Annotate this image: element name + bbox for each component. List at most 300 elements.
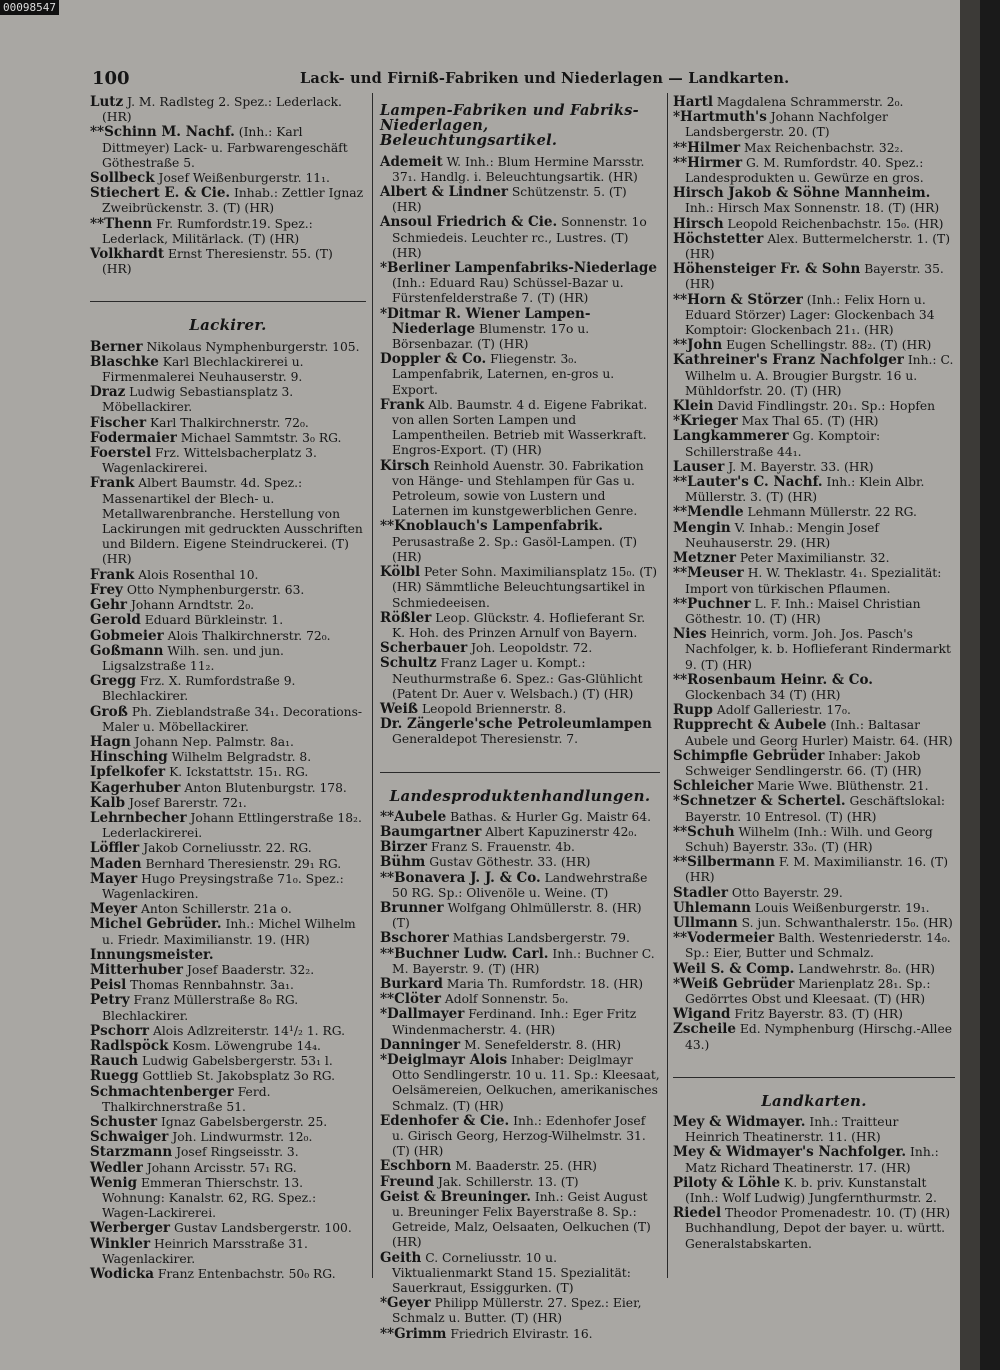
entry-name: Berner — [90, 338, 143, 355]
directory-entry — [380, 352, 660, 398]
entry-text: Bayerstr. 35. (HR) — [685, 262, 944, 292]
entry-text: Karl Thalkirchnerstr. 72₀. — [146, 415, 309, 430]
directory-entry — [90, 1267, 366, 1282]
entry-text: Franz Entenbachstr. 50₀ RG. — [153, 1267, 336, 1282]
directory-entry — [380, 398, 660, 459]
archive-number: 00098547 — [0, 0, 59, 15]
entry-name: Rupp — [673, 702, 713, 719]
directory-entry — [673, 1115, 955, 1145]
entry-name: Frank — [90, 475, 135, 492]
entry-text: Ferdinand. Inh.: Eger Fritz Windenmacherstr. 4. (HR) — [392, 1007, 637, 1037]
entry-text: Anton Schillerstr. 21a o. — [137, 902, 292, 917]
entry-text: Heinrich Marsstraße 31. Wagenlackirer. — [102, 1236, 308, 1266]
directory-entry — [380, 565, 660, 611]
directory-entry — [673, 1022, 955, 1052]
directory-entry — [90, 583, 366, 598]
lack-entries — [90, 95, 366, 277]
entry-text: Fliegenstr. 3₀. Lampenfabrik, Laternen, en-gros u. Export. — [392, 352, 615, 397]
directory-entry — [673, 429, 955, 459]
entry-text: Geschäftslokal: Bayerstr. 10 Entresol. (T) (HR) — [685, 794, 946, 824]
directory-entry — [380, 185, 660, 215]
entry-name: Hartl — [673, 94, 713, 110]
entry-text: Fritz Bayerstr. 83. (T) (HR) — [730, 1007, 903, 1022]
directory-entry — [380, 1038, 660, 1053]
directory-entry — [673, 110, 955, 140]
directory-entry — [380, 261, 660, 307]
entry-name: Blaschke — [90, 353, 159, 370]
directory-entry — [380, 1251, 660, 1297]
entry-name: Zscheile — [673, 1021, 736, 1038]
entry-text: (Inh.: Karl Dittmeyer) Lack- u. Farbwarengeschäft Göthestraße 5. — [102, 125, 348, 170]
directory-entry — [673, 566, 955, 596]
entry-name: Rauch — [90, 1053, 139, 1070]
directory-entry — [90, 978, 366, 993]
entry-text: Franz S. Frauenstr. 4b. — [427, 840, 575, 855]
directory-entry — [90, 446, 366, 476]
directory-entry — [90, 416, 366, 431]
entry-text: Franz Müllerstraße 8₀ RG. Blechlackirer. — [102, 993, 299, 1023]
entry-text: Johann Arcisstr. 57₁ RG. — [142, 1160, 297, 1175]
entry-name: Scherbauer — [380, 640, 468, 657]
entry-text: Inh.: Michel Wilhelm u. Friedr. Maximilianstr. 19. (HR) — [102, 917, 356, 947]
entry-name: Stadler — [673, 884, 729, 901]
directory-entry — [90, 674, 366, 704]
entry-text: Max Thal 65. (T) (HR) — [737, 414, 879, 429]
entry-name: Riedel — [673, 1205, 722, 1222]
entry-name: Foerstel — [90, 445, 152, 462]
directory-entry — [380, 1327, 660, 1342]
directory-entry — [673, 338, 955, 353]
directory-entry — [90, 750, 366, 765]
lampen-entries — [380, 155, 660, 748]
directory-entry — [380, 519, 660, 565]
directory-entry — [380, 931, 660, 946]
directory-entry — [673, 962, 955, 977]
directory-entry — [380, 871, 660, 901]
entry-text: Peter Maximilianstr. 32. — [735, 551, 890, 566]
directory-entry — [380, 1114, 660, 1160]
entry-text: Frz. Wittelsbacherplatz 3. Wagenlackirerei. — [102, 446, 317, 476]
entry-text: Kosm. Löwengrube 14₄. — [168, 1038, 321, 1053]
entry-name: Frey — [90, 581, 123, 598]
entry-name: Schwaiger — [90, 1129, 169, 1146]
entry-name: Frank — [380, 396, 425, 413]
entry-text: Inh.: Buchner C. M. Bayerstr. 9. (T) (HR) — [392, 946, 655, 976]
entry-text: Inhaber: Jakob Schweiger Sendlingerstr. 66. (T) (HR) — [685, 748, 922, 778]
entry-name: **Meuser — [673, 565, 744, 582]
entry-name: **Clöter — [380, 991, 441, 1008]
entry-name: Meyer — [90, 901, 138, 918]
entry-text: Albert Kapuzinerstr 42₀. — [481, 824, 638, 839]
column-divider — [667, 93, 668, 1278]
entry-text: (Inh.: Eduard Rau) Schüssel-Bazar u. Fürstenfelderstraße 7. (T) (HR) — [392, 276, 624, 306]
directory-entry — [380, 947, 660, 977]
entry-text: Ludwig Gabelsbergerstr. 53₁ l. — [138, 1054, 333, 1069]
entry-text: Inh.: Edenhofer Josef u. Girisch Georg, Herzog-Wilhelmstr. 31. (T) (HR) — [392, 1113, 646, 1159]
entry-name: Weiß — [380, 700, 419, 717]
entry-name: *Hartmuth's — [673, 109, 767, 126]
directory-entry — [90, 1085, 366, 1115]
entry-text: Magdalena Schrammerstr. 2₀. — [712, 95, 904, 109]
entry-name: **Schinn M. Nachf. — [90, 124, 235, 141]
entry-name: Pschorr — [90, 1022, 150, 1039]
entry-name: **Aubele — [380, 808, 447, 825]
entry-text: Wolfgang Ohlmüllerstr. 8. (HR) (T) — [392, 900, 642, 931]
entry-name: Hagn — [90, 733, 131, 750]
column-2 — [380, 95, 660, 1342]
directory-entry — [673, 886, 955, 901]
entry-name: **Mendle — [673, 504, 744, 521]
entry-name: Dr. Zängerle'sche Petroleumlampen — [380, 716, 652, 733]
entry-name: Kathreiner's Franz Nachfolger — [673, 352, 904, 369]
directory-entry — [380, 1053, 660, 1114]
entry-name: Wodicka — [90, 1266, 154, 1283]
entry-name: Mitterhuber — [90, 961, 184, 978]
entry-text: Landwehrstr. 8₀. (HR) — [794, 961, 935, 976]
section-title: Lackirer. — [189, 316, 267, 335]
entry-name: Wenig — [90, 1174, 138, 1191]
entry-text: Blumenstr. 17o u. Börsenbazar. (T) (HR) — [392, 321, 590, 352]
directory-entry — [380, 215, 660, 261]
entry-name: *Dallmayer — [380, 1006, 465, 1023]
entry-name: **Lauter's C. Nachf. — [673, 474, 823, 491]
entry-text: Friedrich Elvirastr. 16. — [446, 1326, 593, 1341]
entry-name: Wedler — [90, 1159, 143, 1176]
entry-name: Mengin — [673, 519, 731, 536]
entry-text: Anton Blutenburgstr. 178. — [180, 780, 347, 795]
entry-name: Frank — [90, 566, 135, 583]
entry-name: Burkard — [380, 975, 443, 992]
directory-entry — [90, 247, 366, 277]
entry-name: **Puchner — [673, 595, 751, 612]
entry-text: Gg. Komptoir: Schillerstraße 44₁. — [685, 429, 881, 459]
entry-text: Johann Arndtstr. 2₀. — [127, 598, 255, 613]
directory-entry — [90, 171, 366, 186]
entry-text: Wilhelm Belgradstr. 8. — [167, 750, 312, 765]
directory-entry — [380, 901, 660, 931]
entry-text: Landwehrstraße 50 RG. Sp.: Olivenöle u. Weine. (T) — [392, 870, 648, 900]
entry-name: **Silbermann — [673, 854, 775, 871]
entry-name: Petry — [90, 992, 130, 1009]
entry-name: Hinsching — [90, 749, 168, 766]
entry-name: Mey & Widmayer. — [673, 1114, 806, 1130]
directory-entry — [380, 656, 660, 702]
entry-text: Josef Barerstr. 72₁. — [125, 795, 247, 810]
directory-entry — [90, 613, 366, 628]
entry-name: Michel Gebrüder. — [90, 916, 222, 933]
directory-entry — [673, 977, 955, 1007]
entry-text: Ernst Theresienstr. 55. (T) (HR) — [102, 247, 333, 277]
entry-name: **Schuh — [673, 823, 735, 840]
directory-entry — [380, 1159, 660, 1174]
directory-entry — [90, 841, 366, 856]
entry-text: S. jun. Schwanthalerstr. 15₀. (HR) — [737, 915, 953, 930]
directory-entry — [90, 598, 366, 613]
directory-entry — [380, 810, 660, 825]
directory-entry — [673, 141, 955, 156]
entry-text: Hugo Preysingstraße 71₀. Spez.: Wagenlackiren. — [102, 871, 344, 901]
entry-name: Ullmann — [673, 914, 738, 931]
directory-entry — [380, 717, 660, 747]
section-title: Landkarten. — [761, 1091, 867, 1110]
entry-name: Bühm — [380, 854, 426, 871]
entry-name: Schuster — [90, 1114, 158, 1130]
column-3 — [673, 95, 955, 1252]
directory-entry — [673, 217, 955, 232]
entry-text: Joh. Leopoldstr. 72. — [467, 641, 593, 656]
entry-text: Inh.: Traitteur Heinrich Theatinerstr. 11. (HR) — [685, 1115, 899, 1145]
entry-text: Inhaber: Deiglmayr Otto Sendlingerstr. 10 u. 11. Sp.: Kleesaat, Oelsämereien, Oelkuchen, amerikanisches Schmalz. (T) (HR) — [392, 1052, 660, 1113]
entry-text: Marienplatz 28₁. Sp.: Gedörrtes Obst und Kleesaat. (T) (HR) — [685, 976, 931, 1006]
entry-text: Reinhold Auenstr. 30. Fabrikation von Hänge- und Stehlampen für Gas u. Petroleum, sowie von Lustern und Laternen im kunstgewerblichen Genre. — [392, 458, 644, 519]
entry-name: Schultz — [380, 655, 437, 672]
entry-name: Danninger — [380, 1036, 461, 1053]
entry-text: Adolf Sonnenstr. 5₀. — [440, 992, 569, 1007]
entry-text: Inh.: Klein Albr. Müllerstr. 3. (T) (HR) — [685, 475, 925, 505]
entry-name: *Krieger — [673, 413, 738, 430]
entry-name: Sollbeck — [90, 170, 155, 187]
directory-entry — [673, 399, 955, 414]
entry-text: Gustav Landsbergerstr. 100. — [170, 1221, 352, 1236]
directory-entry — [673, 794, 955, 824]
landesprodukten-entries — [380, 810, 660, 1342]
entry-name: Uhlemann — [673, 899, 751, 916]
directory-entry — [90, 125, 366, 171]
directory-entry — [90, 917, 366, 947]
entry-name: Brunner — [380, 899, 444, 916]
directory-entry — [673, 718, 955, 748]
entry-text: Wilh. sen. und jun. Ligsalzstraße 11₂. — [102, 643, 284, 673]
entry-name: *Weiß Gebrüder — [673, 975, 795, 992]
entry-name: **Hilmer — [673, 139, 741, 156]
entry-name: Edenhofer & Cie. — [380, 1112, 510, 1129]
entry-text: Leop. Glückstr. 4. Hoflieferant Sr. K. Hoh. des Prinzen Arnulf von Bayern. — [392, 610, 646, 640]
directory-entry — [673, 353, 955, 399]
directory-entry — [673, 1176, 955, 1206]
directory-entry — [380, 459, 660, 520]
entry-text: David Findlingstr. 20₁. Sp.: Hopfen — [713, 399, 936, 414]
entry-text: Lehmann Müllerstr. 22 RG. — [743, 505, 917, 520]
entry-text: J. M. Radlsteg 2. Spez.: Lederlack. (HR) — [102, 95, 342, 125]
entry-name: *Ditmar R. Wiener Lampen-Niederlage — [380, 305, 591, 337]
entry-name: Langkammerer — [673, 428, 789, 445]
entry-name: Höchstetter — [673, 230, 764, 247]
entry-name: Volkhardt — [90, 246, 165, 263]
entry-text: Heinrich, vorm. Joh. Jos. Pasch's Nachfolger, k. b. Hoflieferant Rindermarkt 9. (T) (HR) — [685, 627, 951, 672]
section-title: Landesproduktenhandlungen. — [389, 786, 651, 805]
entry-text: Leopold Reichenbachstr. 15₀. (HR) — [723, 216, 944, 231]
entry-text: Emmeran Thierschstr. 13. Wohnung: Kanalstr. 62, RG. Spez.: Wagen-Lackirerei. — [102, 1175, 317, 1221]
entry-text: Maria Th. Rumfordstr. 18. (HR) — [443, 976, 644, 991]
directory-entry — [90, 1054, 366, 1069]
entry-name: Kölbl — [380, 564, 421, 581]
directory-entry — [90, 217, 366, 247]
directory-entry — [673, 673, 955, 703]
entry-name: Bschorer — [380, 930, 449, 947]
entry-name: Piloty & Löhle — [673, 1174, 781, 1191]
entry-text: Johann Ettlingerstraße 18₂. Lederlackirerei. — [102, 810, 362, 841]
directory-entry — [380, 825, 660, 840]
entry-name: Gehr — [90, 597, 128, 614]
directory-entry — [673, 627, 955, 673]
directory-entry — [673, 414, 955, 429]
entry-text: Inh.: Matz Richard Theatinerstr. 17. (HR) — [685, 1145, 939, 1175]
entry-name: Wigand — [673, 1006, 731, 1023]
entry-text: Nikolaus Nymphenburgerstr. 105. — [142, 339, 360, 354]
entry-name: Klein — [673, 398, 714, 415]
directory-entry — [673, 475, 955, 505]
directory-entry — [380, 992, 660, 1007]
directory-entry — [380, 307, 660, 353]
entry-text: Schützenstr. 5. (T) (HR) — [392, 185, 627, 215]
entry-text: V. Inhab.: Mengin Josef Neuhauserstr. 29. (HR) — [685, 520, 879, 550]
entry-name: Geist & Breuninger. — [380, 1188, 531, 1205]
entry-name: Fischer — [90, 414, 147, 431]
entry-text: Marie Wwe. Blüthenstr. 21. — [753, 779, 929, 794]
entry-text: Leopold Briennerstr. 8. — [418, 701, 567, 716]
entry-name: Geith — [380, 1249, 422, 1266]
entry-text: Theodor Promenadestr. 10. (T) (HR) Buchhandlung, Depot der bayer. u. württ. Generalstabskarten. — [685, 1206, 951, 1251]
entry-name: Kagerhuber — [90, 779, 181, 796]
entry-name: Mey & Widmayer's Nachfolger. — [673, 1144, 907, 1161]
directory-entry — [90, 1039, 366, 1054]
directory-entry — [380, 1175, 660, 1190]
entry-text: Perusastraße 2. Sp.: Gasöl-Lampen. (T) (HR) — [392, 534, 637, 564]
entry-text: Frz. X. Rumfordstraße 9. Blechlackirer. — [102, 674, 296, 704]
entry-text: Alex. Buttermelcherstr. 1. (T) (HR) — [685, 231, 951, 262]
directory-entry — [90, 796, 366, 811]
entry-name: Werberger — [90, 1220, 171, 1237]
directory-entry — [90, 1221, 366, 1236]
directory-entry — [673, 232, 955, 262]
directory-entry — [380, 155, 660, 185]
entry-name: Metzner — [673, 550, 736, 567]
entry-text: Alois Rosenthal 10. — [134, 567, 259, 582]
directory-entry — [673, 703, 955, 718]
section-title: Lampen-Fabriken und Fabriks-Niederlagen, Beleuchtungsartikel. — [380, 102, 639, 150]
directory-entry — [380, 641, 660, 656]
entry-text: Inh.: Geist August u. Breuninger Felix Bayerstraße 8. Sp.: Getreide, Malz, Oelsaaten, Oelkuchen (T) (HR) — [392, 1189, 651, 1250]
entry-name: Weil S. & Comp. — [673, 960, 795, 977]
entry-text: Mathias Landsbergerstr. 79. — [448, 931, 630, 946]
directory-entry — [380, 840, 660, 855]
entry-name: Lehrnbecher — [90, 809, 187, 826]
entry-text: Ed. Nymphenburg (Hirschg.-Allee 43.) — [685, 1022, 953, 1052]
directory-entry — [90, 95, 366, 125]
entry-name: Kalb — [90, 794, 126, 811]
directory-entry — [380, 1190, 660, 1251]
directory-entry — [380, 977, 660, 992]
entry-text: Louis Weißenburgerstr. 19₁. — [750, 900, 930, 915]
entry-text: Inh.: Hirsch Max Sonnenstr. 18. (T) (HR) — [685, 201, 940, 216]
entry-text: (Inh.: Felix Horn u. Eduard Störzer) Lager: Glockenbach 34 Komptoir: Glockenbach 21₁. (HR) — [685, 292, 935, 338]
entry-text: Gustav Göthestr. 33. (HR) — [425, 855, 591, 870]
entry-text: Glockenbach 34 (T) (HR) — [685, 687, 841, 702]
entry-text: Jakob Corneliusstr. 22. RG. — [139, 841, 312, 856]
directory-entry — [90, 1237, 366, 1267]
directory-entry — [673, 901, 955, 916]
entry-name: Rößler — [380, 609, 432, 626]
entry-text: Inhab.: Zettler Ignaz Zweibrückenstr. 3. (T) (HR) — [102, 186, 364, 216]
entry-name: *Deiglmayr Alois — [380, 1051, 508, 1068]
directory-entry — [380, 611, 660, 641]
directory-entry — [90, 1145, 366, 1160]
entry-text: Karl Blechlackirerei u. Firmenmalerei Neuhauserstr. 9. — [102, 354, 304, 385]
entry-name: Gerold — [90, 612, 141, 629]
directory-entry — [673, 460, 955, 475]
entry-name: Winkler — [90, 1235, 151, 1252]
entry-text: C. Corneliusstr. 10 u. Viktualienmarkt Stand 15. Spezialität: Sauerkraut, Essiggurken. (T) — [392, 1250, 631, 1296]
directory-entry — [673, 521, 955, 551]
entry-name: **Hirmer — [673, 154, 743, 171]
entry-text: Inh.: C. Wilhelm u. A. Brougier Burgstr. 16 u. Mühldorfstr. 20. (T) (HR) — [685, 353, 954, 398]
directory-entry — [380, 702, 660, 717]
entry-name: Groß — [90, 703, 128, 720]
landkarten-entries — [673, 1115, 955, 1252]
entry-text: Ludwig Sebastiansplatz 3. Möbellackirer. — [102, 385, 294, 415]
entry-text: H. W. Theklastr. 4₁. Spezialität: Import von türkischen Pflaumen. — [685, 566, 942, 596]
entry-text: Otto Bayerstr. 29. — [728, 885, 843, 900]
directory-entry — [673, 293, 955, 339]
entry-name: Baumgartner — [380, 823, 482, 840]
entry-name: Fodermaier — [90, 429, 177, 446]
entry-name: *Berliner Lampenfabriks-Niederlage — [380, 260, 657, 277]
directory-entry — [380, 1007, 660, 1037]
entry-text: Albert Baumstr. 4d. Spez.: Massenartikel der Blech- u. Metallwarenbranche. Herstellung von Lackirungen mit gedruckten Ausschriften und Bildern. Eigene Steindruckerei. (T) (HR) — [102, 476, 363, 567]
directory-entry — [90, 629, 366, 644]
entry-name: **Grimm — [380, 1325, 447, 1342]
entry-name: Eschborn — [380, 1158, 452, 1175]
entry-name: Lauser — [673, 458, 725, 475]
directory-entry — [673, 156, 955, 186]
lackirer-entries — [90, 340, 366, 1283]
entry-name: Albert & Lindner — [380, 184, 508, 201]
entry-text: Adolf Galleriestr. 17₀. — [712, 703, 851, 718]
entry-name: Rupprecht & Aubele — [673, 717, 827, 734]
entry-text: Philipp Müllerstr. 27. Spez.: Eier, Schmalz u. Butter. (T) (HR) — [392, 1296, 642, 1326]
directory-entry — [90, 186, 366, 216]
entry-text: Josef Weißenburgerstr. 11₁. — [154, 171, 330, 186]
entry-name: **Thenn — [90, 215, 153, 232]
entry-name: Ruegg — [90, 1068, 139, 1085]
entry-name: Mayer — [90, 870, 138, 887]
directory-entry — [673, 855, 955, 885]
directory-entry — [90, 993, 366, 1023]
directory-entry — [673, 749, 955, 779]
directory-entry — [90, 1024, 366, 1039]
entry-text: Otto Nymphenburgerstr. 63. — [122, 582, 305, 597]
directory-entry — [90, 1130, 366, 1145]
entry-text: W. Inh.: Blum Hermine Marsstr. 37₁. Handlg. i. Beleuchtungsartik. (HR) — [392, 154, 645, 184]
entry-name: Lutz — [90, 94, 124, 110]
page-number: 100 — [92, 68, 130, 89]
entry-text: Johann Nachfolger Landsbergerstr. 20. (T) — [685, 110, 888, 140]
landesprodukten-entries-cont — [673, 95, 955, 1053]
directory-entry — [673, 95, 955, 110]
directory-entry — [673, 1145, 955, 1175]
directory-entry — [673, 1007, 955, 1022]
directory-entry — [90, 355, 366, 385]
entry-name: Ansoul Friedrich & Cie. — [380, 214, 558, 231]
directory-entry — [90, 948, 366, 963]
entry-name: Löffler — [90, 840, 140, 857]
directory-entry — [90, 1115, 366, 1130]
entry-text: Generaldepot Theresienstr. 7. — [392, 732, 579, 747]
entry-name: **Bonavera J. J. & Co. — [380, 869, 541, 886]
entry-text: Johann Nep. Palmstr. 8a₁. — [130, 734, 294, 749]
directory-entry — [673, 505, 955, 520]
entry-text: Peter Sohn. Maximiliansplatz 15₀. (T) (HR) Sämmtliche Beleuchtungsartikel in Schmiedeeisen. — [392, 565, 658, 610]
